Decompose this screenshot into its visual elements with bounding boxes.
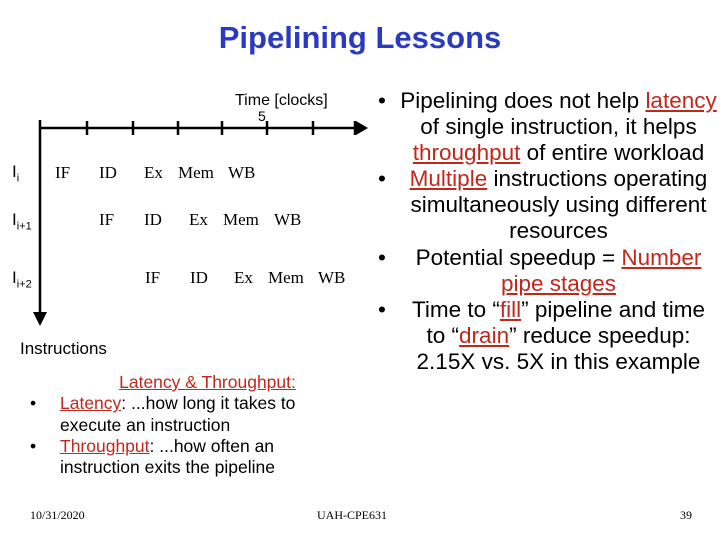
term-number-pipe-stages: Number pipe stages bbox=[500, 244, 702, 296]
stage-wb: WB bbox=[228, 163, 256, 182]
bullet-dot-icon: • bbox=[378, 166, 386, 192]
bullet-dot-icon: • bbox=[30, 436, 37, 457]
time-axis-tick: 5 bbox=[258, 108, 266, 124]
term-multiple: Multiple bbox=[409, 166, 488, 192]
footer-date: 10/31/2020 bbox=[30, 508, 85, 522]
term-latency: Latency bbox=[60, 393, 122, 414]
footer-page-number: 39 bbox=[680, 508, 692, 522]
bullet-dot-icon: • bbox=[378, 296, 386, 322]
bullet-item: • Latency: ...how long it takes to execute an instruction bbox=[30, 393, 296, 435]
stage-mem: Mem bbox=[268, 268, 304, 287]
section-heading: Latency & Throughput: bbox=[119, 372, 296, 392]
latency-throughput-box bbox=[30, 372, 345, 479]
term-throughput: throughput bbox=[412, 140, 521, 166]
stage-id: ID bbox=[190, 268, 208, 287]
term-throughput: Throughput bbox=[60, 436, 150, 457]
bullet-dot-icon: • bbox=[378, 88, 386, 113]
bullet-item: • Throughput: ...how often an instruction exits the pipeline bbox=[30, 436, 275, 478]
bullet-dot-icon: • bbox=[30, 393, 37, 414]
instructions-axis-label: Instructions bbox=[20, 339, 107, 358]
stage-mem: Mem bbox=[223, 210, 259, 229]
stage-id: ID bbox=[144, 210, 162, 229]
stage-if: IF bbox=[55, 163, 71, 182]
stage-ex: Ex bbox=[234, 268, 253, 287]
bullet-dot-icon: • bbox=[378, 244, 386, 270]
bullet-item: • Time to “fill” pipeline and time to “drain” reduce speedup: 2.15X vs. 5X in this example bbox=[378, 296, 706, 374]
footer-course: UAH-CPE631 bbox=[317, 508, 388, 522]
term-fill: fill bbox=[499, 296, 522, 322]
term-latency: latency bbox=[645, 88, 717, 113]
instruction-label-i-plus-2: $I_{i+2}$ bbox=[12, 268, 32, 291]
bullet-item: • Pipelining does not help latency of single instruction, it helps throughput of entire workload bbox=[378, 88, 717, 166]
stage-wb: WB bbox=[274, 210, 302, 229]
pipeline-diagram bbox=[0, 0, 370, 358]
stage-id: ID bbox=[99, 163, 117, 182]
stage-wb: WB bbox=[318, 268, 346, 287]
instruction-label-i: $I_i$ bbox=[12, 162, 20, 185]
time-axis-label: Time [clocks] bbox=[235, 92, 328, 109]
bullet-item: • Multiple instructions operating simultaneously using different resources bbox=[378, 166, 708, 244]
term-drain: drain bbox=[459, 322, 510, 348]
instruction-label-i-plus-1: $I_{i+1}$ bbox=[12, 210, 32, 233]
bullet-item: • Potential speedup = Number pipe stages bbox=[378, 244, 702, 296]
stage-ex: Ex bbox=[144, 163, 163, 182]
stage-ex: Ex bbox=[189, 210, 208, 229]
stage-if: IF bbox=[145, 268, 161, 287]
slide-title: Pipelining Lessons bbox=[218, 20, 502, 55]
stage-mem: Mem bbox=[178, 163, 214, 182]
stage-if: IF bbox=[99, 210, 115, 229]
right-bullet-list bbox=[372, 88, 717, 375]
